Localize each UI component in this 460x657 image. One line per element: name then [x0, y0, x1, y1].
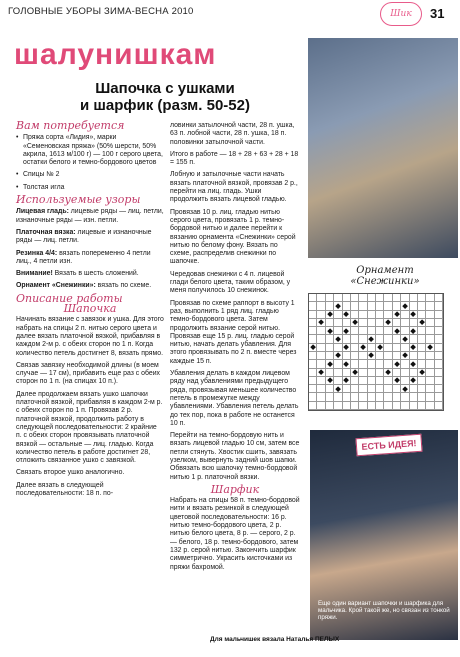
ornament-cell	[435, 369, 443, 377]
ornament-cell	[393, 311, 401, 319]
ornament-cell	[309, 327, 317, 335]
ornament-cell	[410, 385, 418, 393]
page-number: 31	[430, 6, 445, 21]
ornament-cell	[317, 369, 325, 377]
ornament-cell	[376, 377, 384, 385]
ornament-cell	[401, 352, 409, 360]
ornament-cell	[401, 311, 409, 319]
ornament-cell	[334, 319, 342, 327]
work-paragraph: Далее продолжаем вязать ушко шапочки платочной вязкой, прибавляя в каждом 2-м р. с обеих сторон по 1 п. Провязав 2 р. платочной вязкой, продолжить работу в следующей последовательности: 2 крайние п. с обеих сторон провязывать платочной вязкой — остальные — лиц. гладью. Когда количество петель в работе достигнет 28, отложить связанное ушко с завязкой.	[16, 390, 163, 465]
ornament-cell	[351, 327, 359, 335]
ornament-cell	[435, 344, 443, 352]
magazine-title: ГОЛОВНЫЕ УБОРЫ ЗИМА-ВЕСНА 2010	[8, 6, 194, 17]
ornament-cell	[326, 311, 334, 319]
ornament-cell	[435, 393, 443, 401]
ornament-cell	[309, 393, 317, 401]
ornament-cell	[410, 319, 418, 327]
ornament-cell	[334, 335, 342, 343]
ornament-cell	[334, 294, 342, 302]
ornament-cell	[401, 385, 409, 393]
ornament-cell	[368, 393, 376, 401]
ornament-label: Орнамент «Снежинки»	[350, 265, 420, 287]
ornament-cell	[401, 302, 409, 310]
ornament-cell	[368, 402, 376, 410]
ornament-cell	[334, 352, 342, 360]
ornament-cell	[351, 377, 359, 385]
ornament-cell	[401, 335, 409, 343]
scarf-paragraph: Набрать на спицы 58 п. темно-бордовой нити и вязать резинкой в следующей цветовой последовательности: 16 р. нитью темно-бордового цвета, 2 р. нитью белого цвета, 8 р. — серого, 2 р. — белого, 18 р. темно-бордового, затем 132 р. серой нитью. Закончить шарфик симметрично. Украсить кисточками из пряжи бахромой.	[170, 497, 300, 571]
ornament-cell	[368, 319, 376, 327]
ornament-cell	[309, 385, 317, 393]
ornament-cell	[343, 369, 351, 377]
ornament-cell	[334, 360, 342, 368]
ornament-cell	[384, 360, 392, 368]
ornament-cell	[376, 352, 384, 360]
ornament-cell	[426, 319, 434, 327]
ornament-cell	[410, 335, 418, 343]
ornament-cell	[309, 369, 317, 377]
ornament-cell	[359, 393, 367, 401]
ornament-cell	[393, 352, 401, 360]
ornament-cell	[359, 360, 367, 368]
ornament-cell	[343, 319, 351, 327]
work-paragraph: Провязав 10 р. лиц. гладью нитью серого цвета, провязать 1 р. темно-бордовой нитью и далее перейти к вязанию орнамента «Снежинки» серой нитью по белому фону. Вязать по схеме, распределив снежинки по шапочке.	[170, 208, 296, 266]
ornament-cell	[309, 360, 317, 368]
ornament-cell	[393, 402, 401, 410]
ornament-cell	[384, 369, 392, 377]
work-paragraph: Перейти на темно-бордовую нить и вязать лицевой гладью 10 см, затем все петли стянуть. Хвостик сшить, завязать узелком, вывернуть задний шов шапки. Обвязать всю шапочку темно-бордовой нитью 1 р. платочной вязки.	[170, 432, 300, 481]
ornament-cell	[334, 311, 342, 319]
ornament-cell	[368, 302, 376, 310]
ornament-cell	[376, 327, 384, 335]
ornament-cell	[435, 311, 443, 319]
ornament-cell	[343, 402, 351, 410]
ornament-cell	[393, 385, 401, 393]
ornament-cell	[359, 302, 367, 310]
ornament-cell	[376, 360, 384, 368]
ornament-cell	[376, 319, 384, 327]
ornament-cell	[435, 294, 443, 302]
ornament-cell	[376, 393, 384, 401]
ornament-cell	[384, 344, 392, 352]
ornament-cell	[426, 335, 434, 343]
ornament-cell	[326, 327, 334, 335]
ornament-cell	[317, 344, 325, 352]
ornament-cell	[410, 311, 418, 319]
ornament-cell	[426, 360, 434, 368]
ornament-cell	[401, 402, 409, 410]
ornament-cell	[376, 335, 384, 343]
ornament-cell	[426, 369, 434, 377]
ornament-cell	[376, 311, 384, 319]
pattern-item: Внимание! Вязать в шесть сложений.	[16, 270, 139, 278]
photo-caption: Еще один вариант шапочки и шарфика для мальчика. Крой такой же, но связан из тонкой пряжи.	[318, 600, 450, 622]
ornament-cell	[309, 319, 317, 327]
ornament-cell	[351, 393, 359, 401]
ornament-cell	[317, 352, 325, 360]
ornament-cell	[393, 369, 401, 377]
ornament-cell	[359, 377, 367, 385]
ornament-cell	[435, 327, 443, 335]
middle-column	[170, 122, 300, 576]
ornament-cell	[368, 294, 376, 302]
ornament-cell	[351, 311, 359, 319]
ornament-cell	[351, 294, 359, 302]
ornament-cell	[384, 294, 392, 302]
ornament-cell	[309, 344, 317, 352]
ornament-cell	[317, 377, 325, 385]
work-paragraph: Чередовав снежинки с 4 п. лицевой глади белого цвета, таким образом, у меня получилось 10 снежинок.	[170, 270, 291, 295]
ornament-cell	[410, 352, 418, 360]
ornament-cell	[384, 311, 392, 319]
ornament-cell	[351, 369, 359, 377]
work-paragraph: Лобную и затылочные части начать вязать платочной вязкой, провязав 2 р., перейти на лиц. гладь. Ушки продолжить вязать лицевой гладью.	[170, 171, 298, 204]
ornament-cell	[401, 360, 409, 368]
ornament-cell	[317, 311, 325, 319]
ornament-cell	[343, 393, 351, 401]
ornament-cell	[334, 393, 342, 401]
work-paragraph: Итого в работе — 18 + 28 + 63 + 28 + 18 = 155 п.	[170, 150, 299, 167]
ornament-cell	[426, 327, 434, 335]
ornament-cell	[326, 352, 334, 360]
ornament-cell	[334, 302, 342, 310]
ornament-cell	[418, 327, 426, 335]
ornament-cell	[426, 385, 434, 393]
ornament-cell	[376, 385, 384, 393]
ornament-cell	[359, 344, 367, 352]
ornament-cell	[351, 402, 359, 410]
ornament-cell	[317, 319, 325, 327]
ornament-cell	[410, 377, 418, 385]
ornament-cell	[384, 402, 392, 410]
ornament-cell	[418, 319, 426, 327]
ornament-cell	[418, 294, 426, 302]
ornament-cell	[418, 302, 426, 310]
ornament-cell	[326, 385, 334, 393]
ornament-cell	[334, 385, 342, 393]
work-paragraph: Связать второе ушко аналогично.	[16, 469, 125, 477]
work-paragraph: Начинать вязание с завязок и ушка. Для этого набрать на спицы 2 п. нитью серого цвета и далее вязать платочной вязкой, прибавляя в каждом 2-м р. с обеих сторон по 1 п. Когда количество петель достигнет 8, вязать прямо.	[16, 316, 164, 357]
ornament-cell	[359, 402, 367, 410]
ornament-cell	[426, 377, 434, 385]
ornament-cell	[401, 327, 409, 335]
pattern-item: Резинка 4/4: вязать попеременно 4 петли лиц., 4 петли изн.	[16, 249, 151, 265]
ornament-cell	[343, 311, 351, 319]
ornament-cell	[309, 335, 317, 343]
ornament-cell	[376, 302, 384, 310]
ornament-cell	[384, 319, 392, 327]
ornament-cell	[359, 294, 367, 302]
ornament-cell	[393, 335, 401, 343]
pattern-item: Лицевая гладь: лицевые ряды — лиц. петли, изнаночные ряды — изн. петли.	[16, 208, 164, 224]
ornament-cell	[359, 327, 367, 335]
ornament-cell	[309, 311, 317, 319]
ornament-cell	[418, 377, 426, 385]
ornament-cell	[418, 385, 426, 393]
ornament-cell	[418, 369, 426, 377]
ornament-cell	[426, 352, 434, 360]
ornament-cell	[351, 302, 359, 310]
ornament-cell	[351, 360, 359, 368]
ornament-cell	[334, 402, 342, 410]
ornament-cell	[334, 377, 342, 385]
ornament-cell	[309, 402, 317, 410]
ornament-cell	[351, 344, 359, 352]
ornament-cell	[384, 352, 392, 360]
scarf-heading: Шарфик	[210, 482, 260, 496]
ornament-cell	[317, 302, 325, 310]
ornament-cell	[368, 369, 376, 377]
ornament-cell	[317, 294, 325, 302]
ornament-cell	[359, 369, 367, 377]
ornament-cell	[326, 402, 334, 410]
ornament-cell	[384, 393, 392, 401]
ornament-cell	[343, 294, 351, 302]
ornament-cell	[326, 302, 334, 310]
ornament-cell	[393, 377, 401, 385]
ornament-cell	[410, 302, 418, 310]
ornament-cell	[343, 335, 351, 343]
ornament-cell	[426, 402, 434, 410]
ornament-cell	[343, 302, 351, 310]
ornament-cell	[343, 360, 351, 368]
ornament-cell	[426, 311, 434, 319]
ornament-cell	[317, 385, 325, 393]
ornament-cell	[326, 369, 334, 377]
ornament-cell	[393, 294, 401, 302]
article-title	[40, 80, 290, 114]
ornament-cell	[426, 294, 434, 302]
ornament-cell	[393, 302, 401, 310]
ornament-cell	[435, 352, 443, 360]
ornament-cell	[368, 344, 376, 352]
ornament-cell	[309, 294, 317, 302]
ornament-cell	[426, 302, 434, 310]
ornament-cell	[435, 402, 443, 410]
ornament-cell	[401, 377, 409, 385]
ornament-cell	[359, 319, 367, 327]
ornament-cell	[326, 393, 334, 401]
ornament-cell	[384, 335, 392, 343]
magazine-logo: Шик	[380, 2, 422, 26]
ornament-cell	[401, 393, 409, 401]
idea-badge: ЕСТЬ ИДЕЯ!	[355, 434, 422, 457]
ornament-cell	[317, 335, 325, 343]
materials-list	[16, 134, 164, 192]
materials-item: • Пряжа сорта «Лидия», марки «Семеновская пряжа» (50% шерсти, 50% акрила, 1613 м/100 г) — 100 г серого цвета, остатки белого и темно-бордового цветов	[16, 134, 164, 167]
ornament-cell	[376, 294, 384, 302]
ornament-cell	[393, 319, 401, 327]
materials-item: • Спицы № 2	[16, 171, 164, 179]
ornament-cell	[435, 319, 443, 327]
ornament-cell	[343, 327, 351, 335]
work-heading: Описание работы	[16, 291, 123, 305]
pattern-item: Платочная вязка: лицевые и изнаночные ряды — лиц. петли.	[16, 228, 152, 245]
materials-heading: Вам потребуется	[16, 119, 125, 132]
ornament-cell	[351, 335, 359, 343]
ornament-cell	[401, 344, 409, 352]
ornament-cell	[343, 344, 351, 352]
ornament-cell	[435, 360, 443, 368]
ornament-cell	[351, 319, 359, 327]
ornament-cell	[410, 294, 418, 302]
materials-item: • Толстая игла	[16, 184, 164, 192]
ornament-cell	[326, 377, 334, 385]
ornament-cell	[359, 335, 367, 343]
ornament-cell	[410, 327, 418, 335]
ornament-cell	[384, 302, 392, 310]
ornament-cell	[317, 327, 325, 335]
patterns-heading: Используемые узоры	[16, 193, 141, 207]
ornament-cell	[326, 294, 334, 302]
ornament-cell	[359, 385, 367, 393]
ornament-cell	[401, 294, 409, 302]
ornament-cell	[317, 393, 325, 401]
ornament-cell	[368, 352, 376, 360]
ornament-cell	[384, 377, 392, 385]
ornament-cell	[401, 369, 409, 377]
ornament-cell	[426, 344, 434, 352]
ornament-cell	[343, 385, 351, 393]
ornament-cell	[309, 377, 317, 385]
ornament-cell	[393, 393, 401, 401]
ornament-cell	[317, 360, 325, 368]
ornament-cell	[410, 360, 418, 368]
ornament-cell	[435, 377, 443, 385]
article-title-line2: и шарфик (разм. 50-52)	[80, 97, 250, 114]
ornament-cell	[351, 352, 359, 360]
child-hat-photo	[308, 38, 458, 258]
ornament-cell	[426, 393, 434, 401]
ornament-cell	[309, 352, 317, 360]
left-column	[16, 119, 164, 502]
ornament-cell	[393, 327, 401, 335]
ornament-cell	[410, 344, 418, 352]
ornament-cell	[359, 311, 367, 319]
ornament-cell	[326, 360, 334, 368]
ornament-cell	[410, 402, 418, 410]
ornament-cell	[368, 385, 376, 393]
ornament-cell	[393, 344, 401, 352]
ornament-cell	[384, 385, 392, 393]
ornament-cell	[384, 327, 392, 335]
ornament-cell	[418, 311, 426, 319]
ornament-cell	[368, 311, 376, 319]
ornament-cell	[359, 352, 367, 360]
ornament-cell	[418, 402, 426, 410]
ornament-cell	[435, 335, 443, 343]
snowflake-ornament-chart	[308, 293, 444, 411]
ornament-cell	[376, 344, 384, 352]
ornament-cell	[317, 402, 325, 410]
pattern-item: Орнамент «Снежинки»: вязать по схеме.	[16, 282, 152, 290]
ornament-cell	[418, 352, 426, 360]
ornament-cell	[401, 319, 409, 327]
ornament-cell	[418, 393, 426, 401]
ornament-cell	[368, 327, 376, 335]
work-paragraph: ловинки затылочной части, 28 п. ушка, 63 п. лобной части, 28 п. ушка, 18 п. половинки затылочной части.	[170, 122, 295, 146]
work-paragraph: Далее вязать в следующей последовательности: 18 п. по-	[16, 481, 114, 497]
ornament-cell	[418, 344, 426, 352]
work-paragraph: Убавления делать в каждом лицевом ряду над убавлениями предыдущего ряда, провязывая меньшее количество петель в промежутке между убавлениями. Убавления петель делать до тех пор, пока в работе не останется 10 п.	[170, 370, 299, 427]
ornament-cell	[334, 327, 342, 335]
ornament-cell	[368, 360, 376, 368]
ornament-cell	[351, 385, 359, 393]
ornament-cell	[334, 344, 342, 352]
article-title-line1: Шапочка с ушками	[95, 80, 235, 97]
ornament-cell	[368, 335, 376, 343]
ornament-cell	[326, 335, 334, 343]
ornament-cell	[410, 393, 418, 401]
ornament-cell	[376, 402, 384, 410]
ornament-cell	[418, 335, 426, 343]
ornament-cell	[410, 369, 418, 377]
work-paragraph: Связав завязку необходимой длины (в моем случае — 17 см), прибавить еще раз с обеих сторон по 1 п. (на спицах 10 п.).	[16, 361, 160, 386]
ornament-cell	[343, 377, 351, 385]
ornament-cell	[343, 352, 351, 360]
ornament-cell	[334, 369, 342, 377]
page-header	[0, 0, 460, 22]
ornament-cell	[435, 302, 443, 310]
ornament-cell	[326, 344, 334, 352]
ornament-cell	[326, 319, 334, 327]
hat-heading: Шапочка	[63, 302, 117, 316]
ornament-cell	[393, 360, 401, 368]
ornament-cell	[376, 369, 384, 377]
author-credit: Для мальчишек вязала Наталья ПЕЛЫХ	[210, 636, 340, 643]
ornament-cell	[309, 302, 317, 310]
section-title: шалунишкам	[14, 38, 217, 71]
work-paragraph: Провязав по схеме раппорт в высоту 1 раз, выполнить 1 ряд лиц. гладью темно-бордового цвета. Затем продолжить вязание серой нитью. Провязав еще 15 р. лиц. гладью серой нитью, начать делать убавления. Для этого провязывать по 2 п. вместе через каждые 15 п.	[170, 299, 297, 365]
ornament-cell	[418, 360, 426, 368]
ornament-cell	[435, 385, 443, 393]
ornament-cell	[368, 377, 376, 385]
